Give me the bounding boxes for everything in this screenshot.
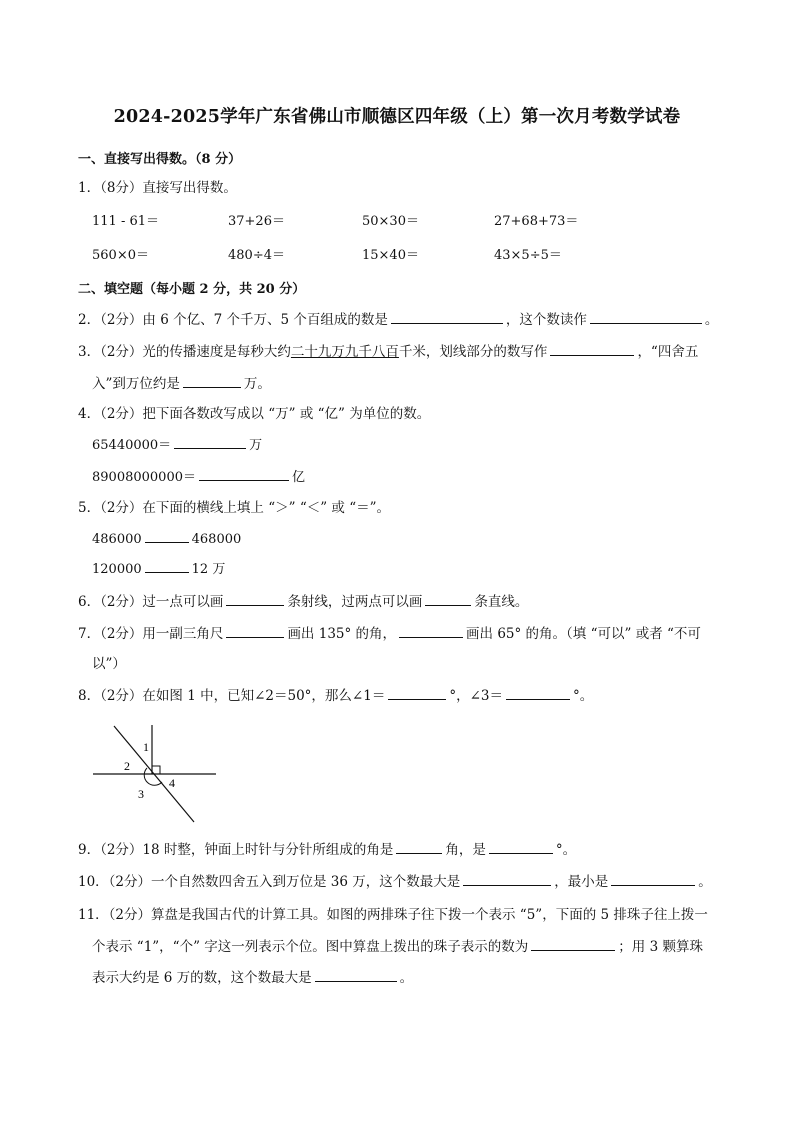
question-5: 5．（2分）在下面的横线上填上 “＞” “＜” 或 “＝”。	[78, 500, 391, 516]
answer-blank[interactable]	[425, 591, 471, 606]
question-10	[78, 870, 712, 890]
q3-text: ，“四舍五	[637, 344, 699, 360]
calc-item: 560×0＝	[92, 248, 149, 263]
q3-text: 3．（2分）光的传播速度是每秒大约	[78, 344, 291, 360]
answer-blank[interactable]	[391, 309, 503, 324]
question-11-cont	[92, 966, 413, 986]
section-heading-2: 二、填空题（每小题 2 分，共 20 分）	[78, 282, 306, 297]
q9-text: 角，是	[445, 842, 486, 858]
answer-blank[interactable]	[174, 434, 246, 449]
q8-text: 8．（2分）在如图 1 中，已知∠2＝50°，那么∠1＝	[78, 688, 386, 704]
angle-label-3: 3	[138, 787, 144, 801]
answer-blank[interactable]	[531, 936, 615, 951]
q5-line	[92, 528, 241, 547]
q2-text: 。	[704, 312, 719, 328]
q4-unit: 万	[249, 438, 263, 453]
answer-blank[interactable]	[463, 871, 551, 886]
q5-number: 486000	[92, 532, 142, 547]
answer-blank[interactable]	[226, 623, 284, 638]
q4-unit: 亿	[291, 470, 305, 485]
calc-item: 15×40＝	[362, 248, 419, 263]
q3-text: 千米，划线部分的数写作	[398, 344, 548, 360]
q6-text: 条射线，过两点可以画	[287, 594, 423, 610]
q9-text: °。	[555, 842, 577, 858]
calc-item: 37+26＝	[228, 214, 285, 229]
q3-text: 万。	[243, 376, 271, 392]
section-heading-1: 一、直接写出得数。（8 分）	[78, 152, 242, 167]
question-6	[78, 590, 528, 610]
answer-blank[interactable]	[396, 839, 442, 854]
answer-blank[interactable]	[199, 466, 289, 481]
question-9	[78, 838, 576, 858]
angle-label-1: 1	[143, 740, 149, 754]
q11-text: 个表示 “1”，“个” 字这一列表示个位。图中算盘上拨出的珠子表示的数为	[92, 939, 529, 955]
calc-item: 111 - 61＝	[92, 214, 160, 229]
answer-blank[interactable]	[399, 623, 463, 638]
q5-number: 120000	[92, 562, 142, 577]
answer-blank[interactable]	[145, 558, 189, 573]
question-7	[78, 622, 701, 642]
calc-item: 480÷4＝	[228, 248, 285, 263]
answer-blank[interactable]	[590, 309, 702, 324]
answer-blank[interactable]	[183, 373, 241, 388]
q10-text: 10．（2分）一个自然数四舍五入到万位是 36 万，这个数最大是	[78, 874, 461, 890]
answer-blank[interactable]	[506, 685, 570, 700]
q5-number: 12 万	[191, 562, 226, 577]
q6-text: 6．（2分）过一点可以画	[78, 594, 224, 610]
answer-blank[interactable]	[315, 967, 397, 982]
q11-text: ；用 3 颗算珠	[618, 939, 703, 955]
angle-label-2: 2	[124, 759, 130, 773]
q5-number: 468000	[191, 532, 242, 547]
answer-blank[interactable]	[145, 528, 189, 543]
angle-arc	[144, 768, 162, 785]
angle-figure	[88, 718, 223, 826]
question-4: 4．（2分）把下面各数改写成以 “万” 或 “亿” 为单位的数。	[78, 406, 431, 422]
q10-text: 。	[698, 874, 712, 890]
answer-blank[interactable]	[226, 591, 284, 606]
q9-text: 9．（2分）18 时整，钟面上时针与分针所组成的角是	[78, 842, 394, 858]
q4-number: 89008000000＝	[92, 470, 196, 485]
q4-line	[92, 434, 262, 453]
q10-text: ，最小是	[554, 874, 609, 890]
answer-blank[interactable]	[489, 839, 553, 854]
question-11: 11．（2分）算盘是我国古代的计算工具。如图的两排珠子往下拨一个表示 “5”，下面的 5 排珠子往上拨一	[78, 907, 708, 923]
angle-label-4: 4	[169, 776, 175, 790]
q4-number: 65440000＝	[92, 438, 172, 453]
answer-blank[interactable]	[550, 341, 634, 356]
calc-item: 50×30＝	[362, 214, 419, 229]
q11-text: 表示大约是 6 万的数，这个数最大是	[92, 970, 312, 986]
q7-text: 画出 135° 的角，	[287, 626, 397, 642]
question-3	[78, 340, 698, 360]
q8-text: °，∠3＝	[449, 688, 503, 704]
question-11-cont	[92, 935, 703, 955]
underlined-number: 二十九万九千八百	[290, 344, 399, 360]
question-3-cont	[92, 372, 271, 392]
q3-text: 入”到万位约是	[92, 376, 180, 392]
q8-text: °。	[573, 688, 594, 704]
q2-text: ，这个数读作	[505, 312, 587, 328]
q11-text: 。	[399, 970, 414, 986]
answer-blank[interactable]	[388, 685, 446, 700]
q6-text: 条直线。	[474, 594, 529, 610]
question-2	[78, 308, 718, 328]
question-7-cont: 以”）	[92, 656, 126, 672]
calc-item: 27+68+73＝	[494, 214, 579, 229]
question-8	[78, 684, 593, 704]
calc-item: 43×5÷5＝	[494, 248, 562, 263]
q7-text: 7．（2分）用一副三角尺	[78, 626, 224, 642]
q7-text: 画出 65° 的角。（填 “可以” 或者 “不可	[466, 626, 701, 642]
q5-line	[92, 558, 225, 577]
page-title: 2024-2025学年广东省佛山市顺德区四年级（上）第一次月考数学试卷	[113, 107, 681, 127]
q4-line	[92, 466, 305, 485]
q2-text: 2．（2分）由 6 个亿、7 个千万、5 个百组成的数是	[78, 312, 388, 328]
question-1: 1．（8分）直接写出得数。	[78, 180, 237, 196]
answer-blank[interactable]	[611, 871, 695, 886]
